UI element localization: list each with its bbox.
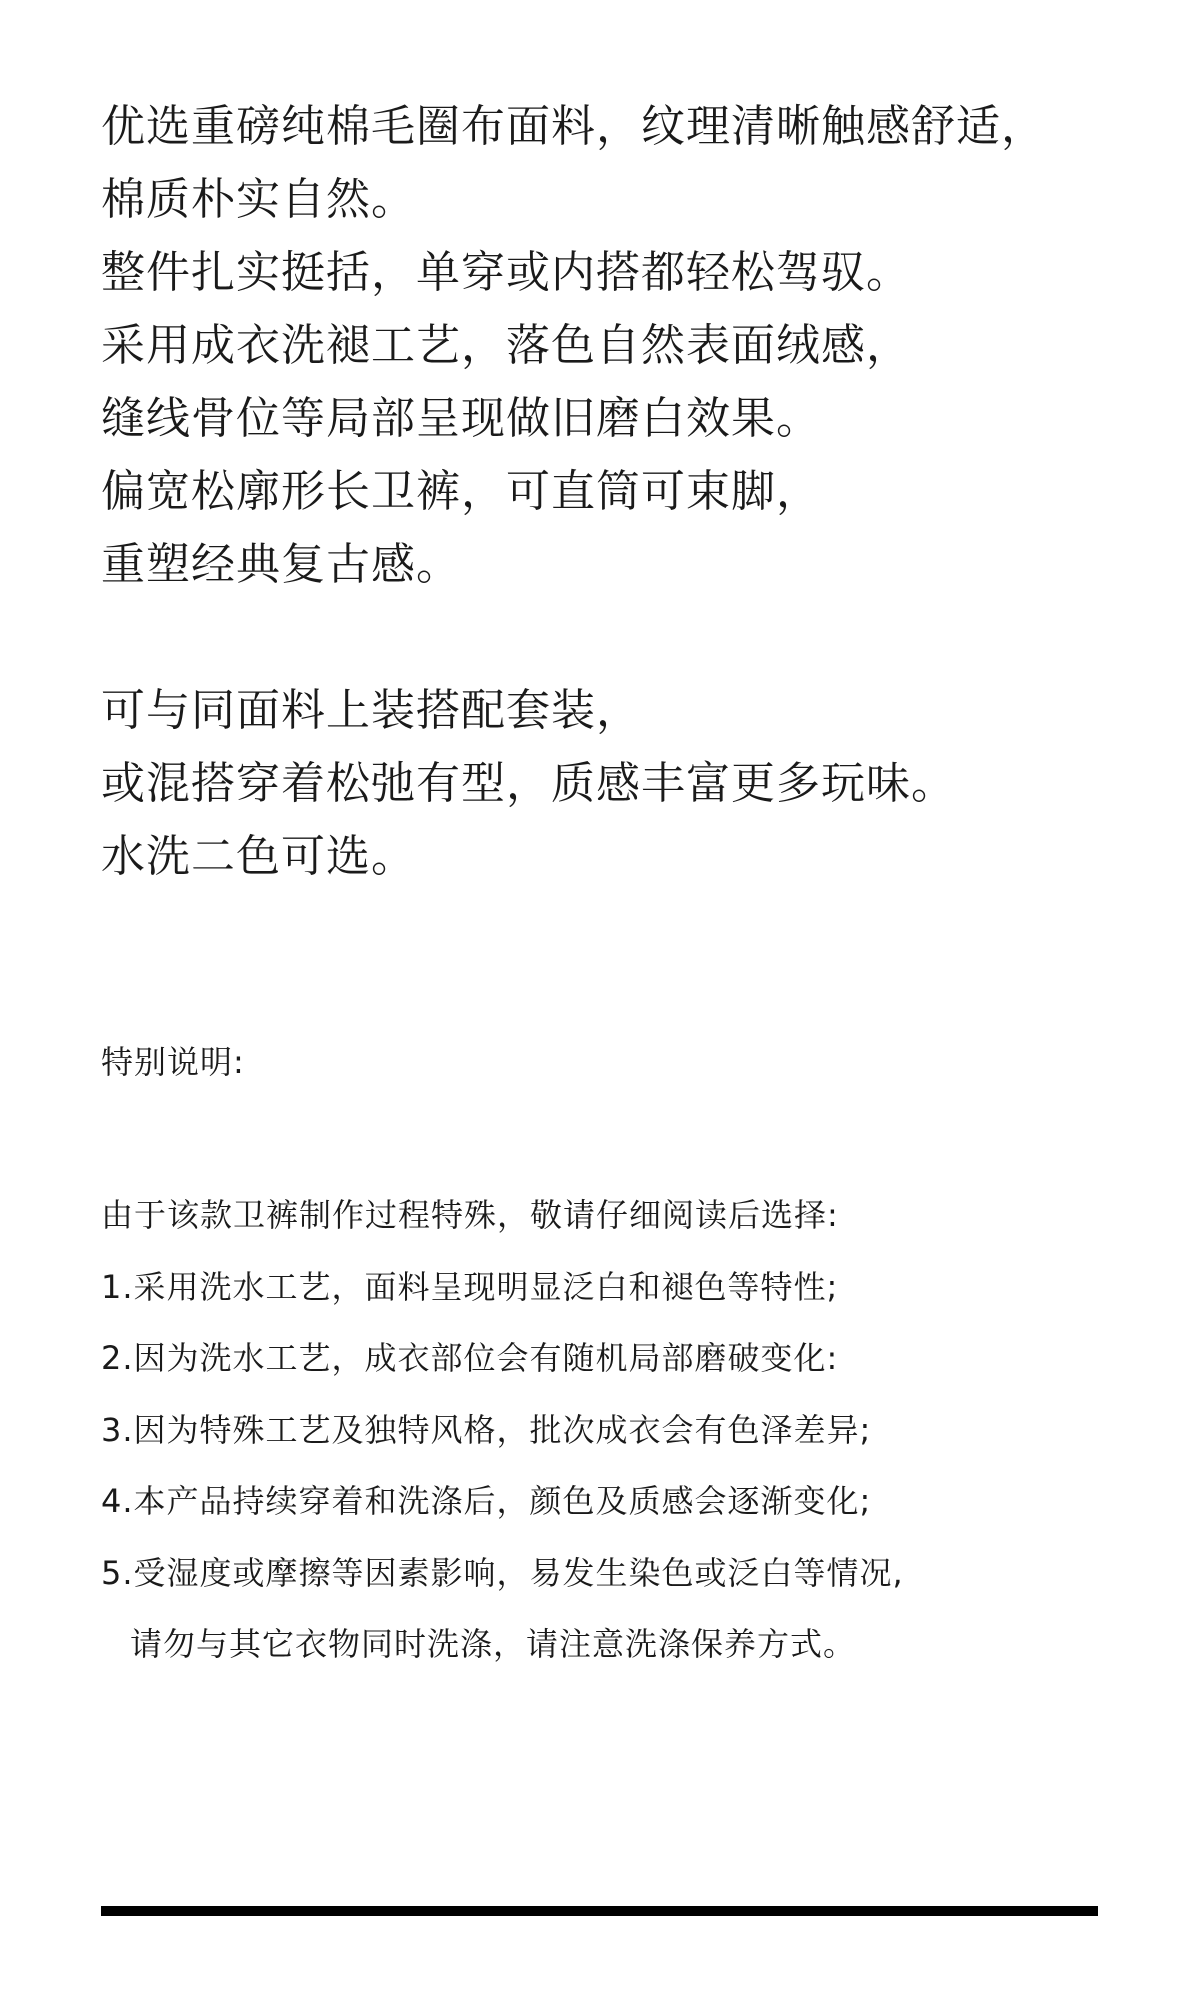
paragraph-spacer — [101, 601, 1161, 674]
note-item: 5.受湿度或摩擦等因素影响，易发生染色或泛白等情况, — [101, 1553, 904, 1592]
special-notes-list — [101, 1180, 1161, 1681]
note-item: 1.采用洗水工艺，面料呈现明显泛白和褪色等特性; — [101, 1267, 839, 1306]
note-item: 2.因为洗水工艺，成衣部位会有随机局部磨破变化: — [101, 1339, 839, 1377]
intro-line: 或混搭穿着松弛有型，质感丰富更多玩味。 — [101, 758, 956, 809]
intro-line: 缝线骨位等局部呈现做旧磨白效果。 — [101, 393, 821, 444]
intro-line: 偏宽松廓形长卫裤，可直筒可束脚， — [101, 466, 821, 517]
special-notes-title: 特别说明: — [101, 1043, 245, 1081]
note-item-continuation: 请勿与其它衣物同时洗涤，请注意洗涤保养方式。 — [130, 1625, 857, 1663]
intro-line: 可与同面料上装搭配套装， — [101, 685, 641, 736]
notes-intro-line: 由于该款卫裤制作过程特殊，敬请仔细阅读后选择: — [101, 1196, 839, 1234]
note-item: 3.因为特殊工艺及独特风格，批次成衣会有色泽差异; — [101, 1410, 872, 1449]
intro-line: 水洗二色可选。 — [101, 831, 416, 882]
product-intro — [101, 90, 1161, 893]
intro-line: 整件扎实挺括，单穿或内搭都轻松驾驭。 — [101, 247, 911, 298]
intro-line: 优选重磅纯棉毛圈布面料，纹理清晰触感舒适， — [101, 101, 1046, 152]
intro-line: 棉质朴实自然。 — [101, 174, 416, 225]
note-item: 4.本产品持续穿着和洗涤后，颜色及质感会逐渐变化; — [101, 1482, 872, 1520]
intro-line: 重塑经典复古感。 — [101, 539, 461, 590]
bottom-divider — [101, 1906, 1098, 1916]
intro-line: 采用成衣洗褪工艺，落色自然表面绒感， — [101, 320, 911, 371]
